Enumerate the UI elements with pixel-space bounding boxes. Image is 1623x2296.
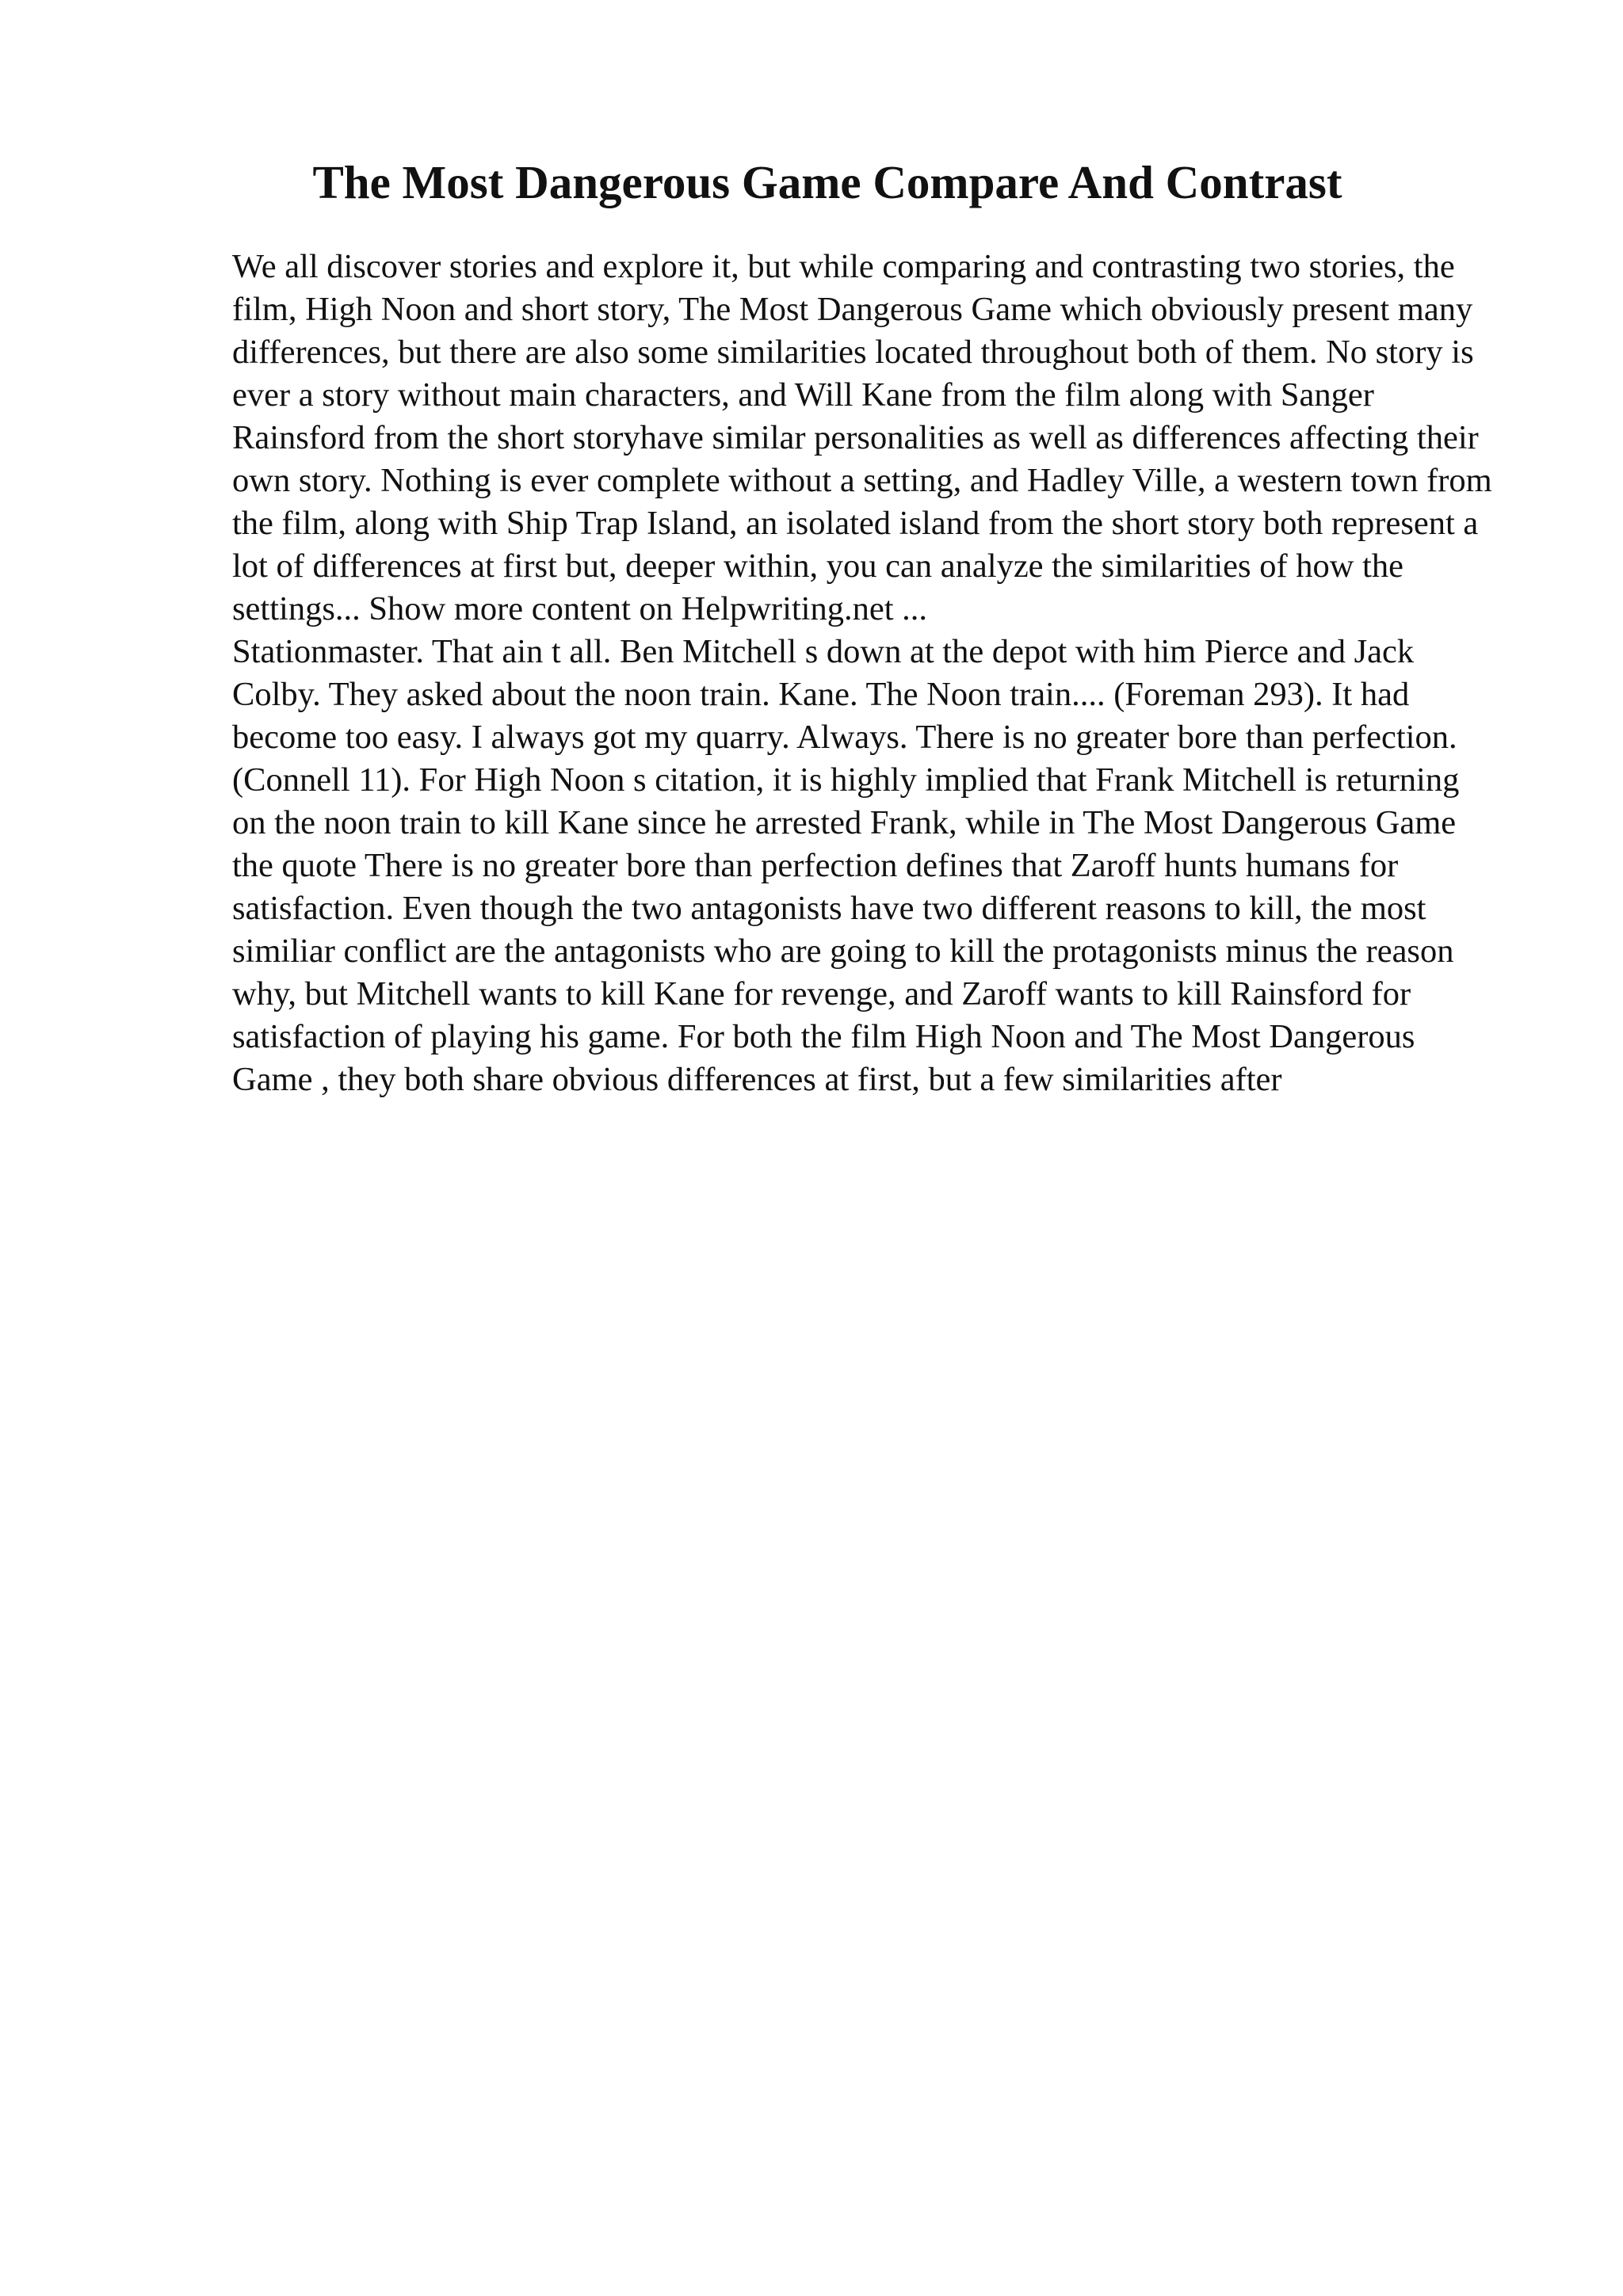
body-paragraph-1: We all discover stories and explore it, but while comparing and contrasting two stories, the film, High Noon and short story, The Most Dangerous Game which obviously present many differences, but there are also some similarities located throughout both of them. No story is ever a story without main characters, and Will Kane from the film along with Sanger Rainsford from the short storyhave similar personalities as well as differences affecting their own story. Nothing is ever complete without a setting, and Hadley Ville, a western town from the film, along with Ship Trap Island, an isolated island from the short story both represent a lot of differences at first but, deeper within, you can analyze the similarities of how the settings... Show more content on Helpwriting.net ... — [232, 248, 1492, 627]
body-paragraph-2: Stationmaster. That ain t all. Ben Mitchell s down at the depot with him Pierce and Jack Colby. They asked about the noon train. Kane. The Noon train.... (Foreman 293). It had become too easy. I always got my quarry. Always. There is no greater bore than perfection. (Connell 11). For High Noon s citation, it is highly implied that Frank Mitchell is returning on the noon train to kill Kane since he arrested Frank, while in The Most Dangerous Game the quote There is no greater bore than perfection defines that Zaroff hunts humans for satisfaction. Even though the two antagonists have two different reasons to kill, the most similiar conflict are the antagonists who are going to kill the protagonists minus the reason why, but Mitchell wants to kill Kane for revenge, and Zaroff wants to kill Rainsford for satisfaction of playing his game. For both the film High Noon and The Most Dangerous Game , they both share obvious differences at first, but a few similarities after — [232, 633, 1460, 1098]
document-title: The Most Dangerous Game Compare And Contrast — [312, 156, 1342, 208]
document-body — [232, 246, 1494, 1101]
